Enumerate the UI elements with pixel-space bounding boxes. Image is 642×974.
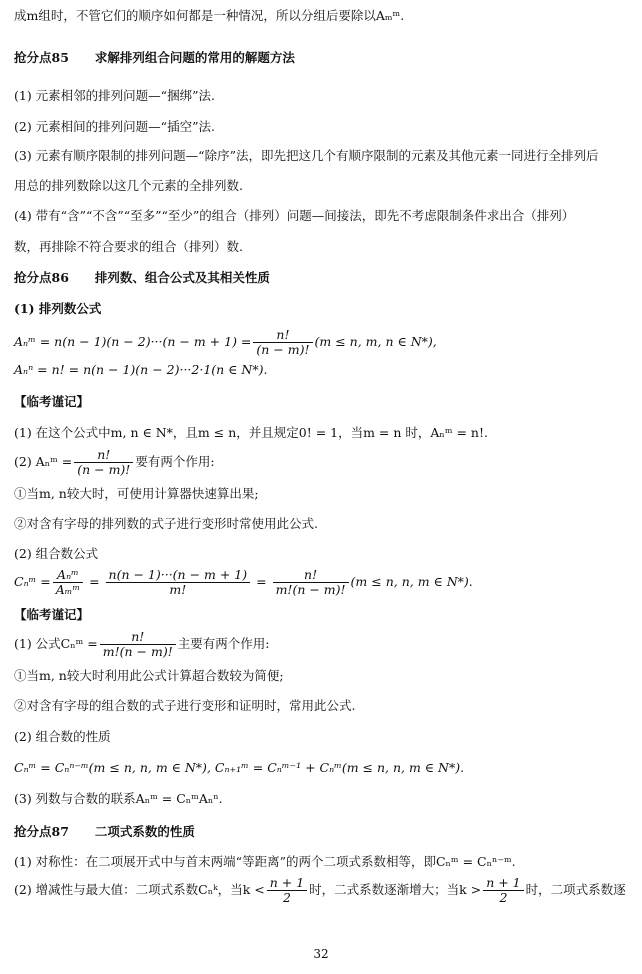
formula-part: 时，二项式系数逐 [525, 882, 626, 897]
note-heading: 【临考谨记】 [14, 607, 90, 622]
text-line [14, 630, 632, 659]
formula-part: 时，二式系数逐渐增大；当k > [309, 882, 482, 897]
denominator: m! [169, 582, 187, 597]
heading-title: 排列数、组合公式及其相关性质 [94, 270, 270, 285]
numerator: n! [74, 448, 133, 463]
formula-factorial: Aₙⁿ = n! = n(n − 1)(n − 2)···2·1(n ∈ N*). [14, 362, 268, 377]
denominator: m!(n − m)! [102, 644, 173, 659]
numerator: Aₙᵐ [53, 568, 83, 583]
page-number: 32 [313, 947, 329, 961]
text-line: (3) 元素有顺序限制的排列问题—“除序”法，即先把这几个有顺序限制的元素及其他元素一同进行全排列后 [14, 148, 599, 163]
text-line: ①当m, n较大时，可使用计算器快速算出果; [14, 486, 259, 501]
denominator: (n − m)! [256, 342, 310, 357]
fraction [74, 448, 133, 477]
text-line: ①当m, n较大时利用此公式计算超合数较为简便; [14, 668, 284, 683]
numerator: n + 1 [483, 876, 523, 891]
text-line: ②对含有字母的组合数的式子进行变形和证明时，常用此公式. [14, 698, 356, 713]
formula-permutation [14, 328, 632, 357]
text-line: (2) 组合数公式 [14, 546, 99, 561]
text-line: ②对含有字母的排列数的式子进行变形时常使用此公式. [14, 516, 318, 531]
formula-part: (2) 增减性与最大值：二项式系数Cₙᵏ，当k < [14, 882, 265, 897]
text-line: (1) 元素相邻的排列问题—“捆绑”法. [14, 88, 215, 103]
fraction [267, 876, 307, 905]
text-line: (2) 元素相间的排列问题—“插空”法. [14, 119, 215, 134]
text-line: (1) 对称性：在二项展开式中与首末两端“等距离”的两个二项式系数相等，即Cₙᵐ = Cₙⁿ⁻ᵐ. [14, 854, 516, 869]
text-line: (4) 带有“含”“不含”“至多”“至少”的组合（排列）问题—间接法，即先不考虑限制条件求出合（排列） [14, 208, 575, 223]
section-heading-86 [14, 270, 632, 286]
text-line: (1) 在这个公式中m, n ∈ N*，且m ≤ n，并且规定0! = 1，当m = n 时，Aₙᵐ = n!. [14, 425, 488, 440]
heading-number: 抢分点85 [14, 50, 69, 65]
fraction [483, 876, 523, 905]
fraction [53, 568, 83, 597]
denominator: (n − m)! [77, 462, 131, 477]
formula-part: Cₙᵐ = [14, 574, 51, 589]
fraction [273, 568, 349, 597]
text-line: (3) 列数与合数的联系Aₙᵐ = CₙᵐAₙⁿ. [14, 791, 223, 806]
heading-number: 抢分点87 [14, 824, 69, 839]
fraction [106, 568, 251, 597]
text-line [14, 876, 632, 905]
formula-part: (m ≤ n, n, m ∈ N*). [350, 574, 473, 589]
formula-part: Aₙᵐ = n(n − 1)(n − 2)···(n − m + 1) = [14, 334, 252, 349]
section-heading-85 [14, 50, 632, 66]
formula-part: (m ≤ n, m, n ∈ N*), [314, 334, 437, 349]
numerator: n! [273, 568, 349, 583]
denominator: 2 [282, 890, 291, 905]
text-line: 成m组时，不管它们的顺序如何都是一种情况，所以分组后要除以Aₘᵐ. [14, 8, 405, 23]
fraction [100, 630, 176, 659]
numerator: n! [253, 328, 312, 343]
formula-part: 要有两个作用: [135, 454, 215, 469]
text-line: 数，再排除不符合要求的组合（排列）数. [14, 239, 243, 254]
text-line [14, 448, 632, 477]
numerator: n + 1 [267, 876, 307, 891]
heading-title: 二项式系数的性质 [94, 824, 195, 839]
section-heading-87 [14, 824, 632, 840]
heading-number: 抢分点86 [14, 270, 69, 285]
denominator: Aₘᵐ [55, 582, 81, 597]
numerator: n! [100, 630, 176, 645]
text-line: (1) 排列数公式 [14, 301, 102, 316]
text-line: (2) 组合数的性质 [14, 729, 111, 744]
formula-combination: Cₙᵐ = $\frac{\text{Aₙᵐ}}{\text{Aₘᵐ}}$ = $\frac{n(n - 1)\cdot\cdot\cdot(n - m + 1)}{m!}$ = $\frac{n!}{m!(n - m)!}$ (m ≤ n, n, m ∈ N*). [14, 567, 473, 597]
formula-part: (1) 公式Cₙᵐ = [14, 636, 98, 651]
formula-combination-properties: Cₙᵐ = Cₙⁿ⁻ᵐ(m ≤ n, n, m ∈ N*), Cₙ₊₁ᵐ = Cₙᵐ⁻¹ + Cₙᵐ(m ≤ n, n, m ∈ N*). [14, 760, 465, 775]
denominator: m!(n − m)! [275, 582, 346, 597]
denominator: 2 [499, 890, 508, 905]
note-heading: 【临考谨记】 [14, 394, 90, 409]
heading-title: 求解排列组合问题的常用的解题方法 [94, 50, 295, 65]
fraction [253, 328, 312, 357]
text-line: 用总的排列数除以这几个元素的全排列数. [14, 178, 243, 193]
numerator: n(n − 1)···(n − m + 1) [106, 568, 251, 583]
formula-part: (2) Aₙᵐ = [14, 454, 73, 469]
formula-part: 主要有两个作用: [177, 636, 270, 651]
